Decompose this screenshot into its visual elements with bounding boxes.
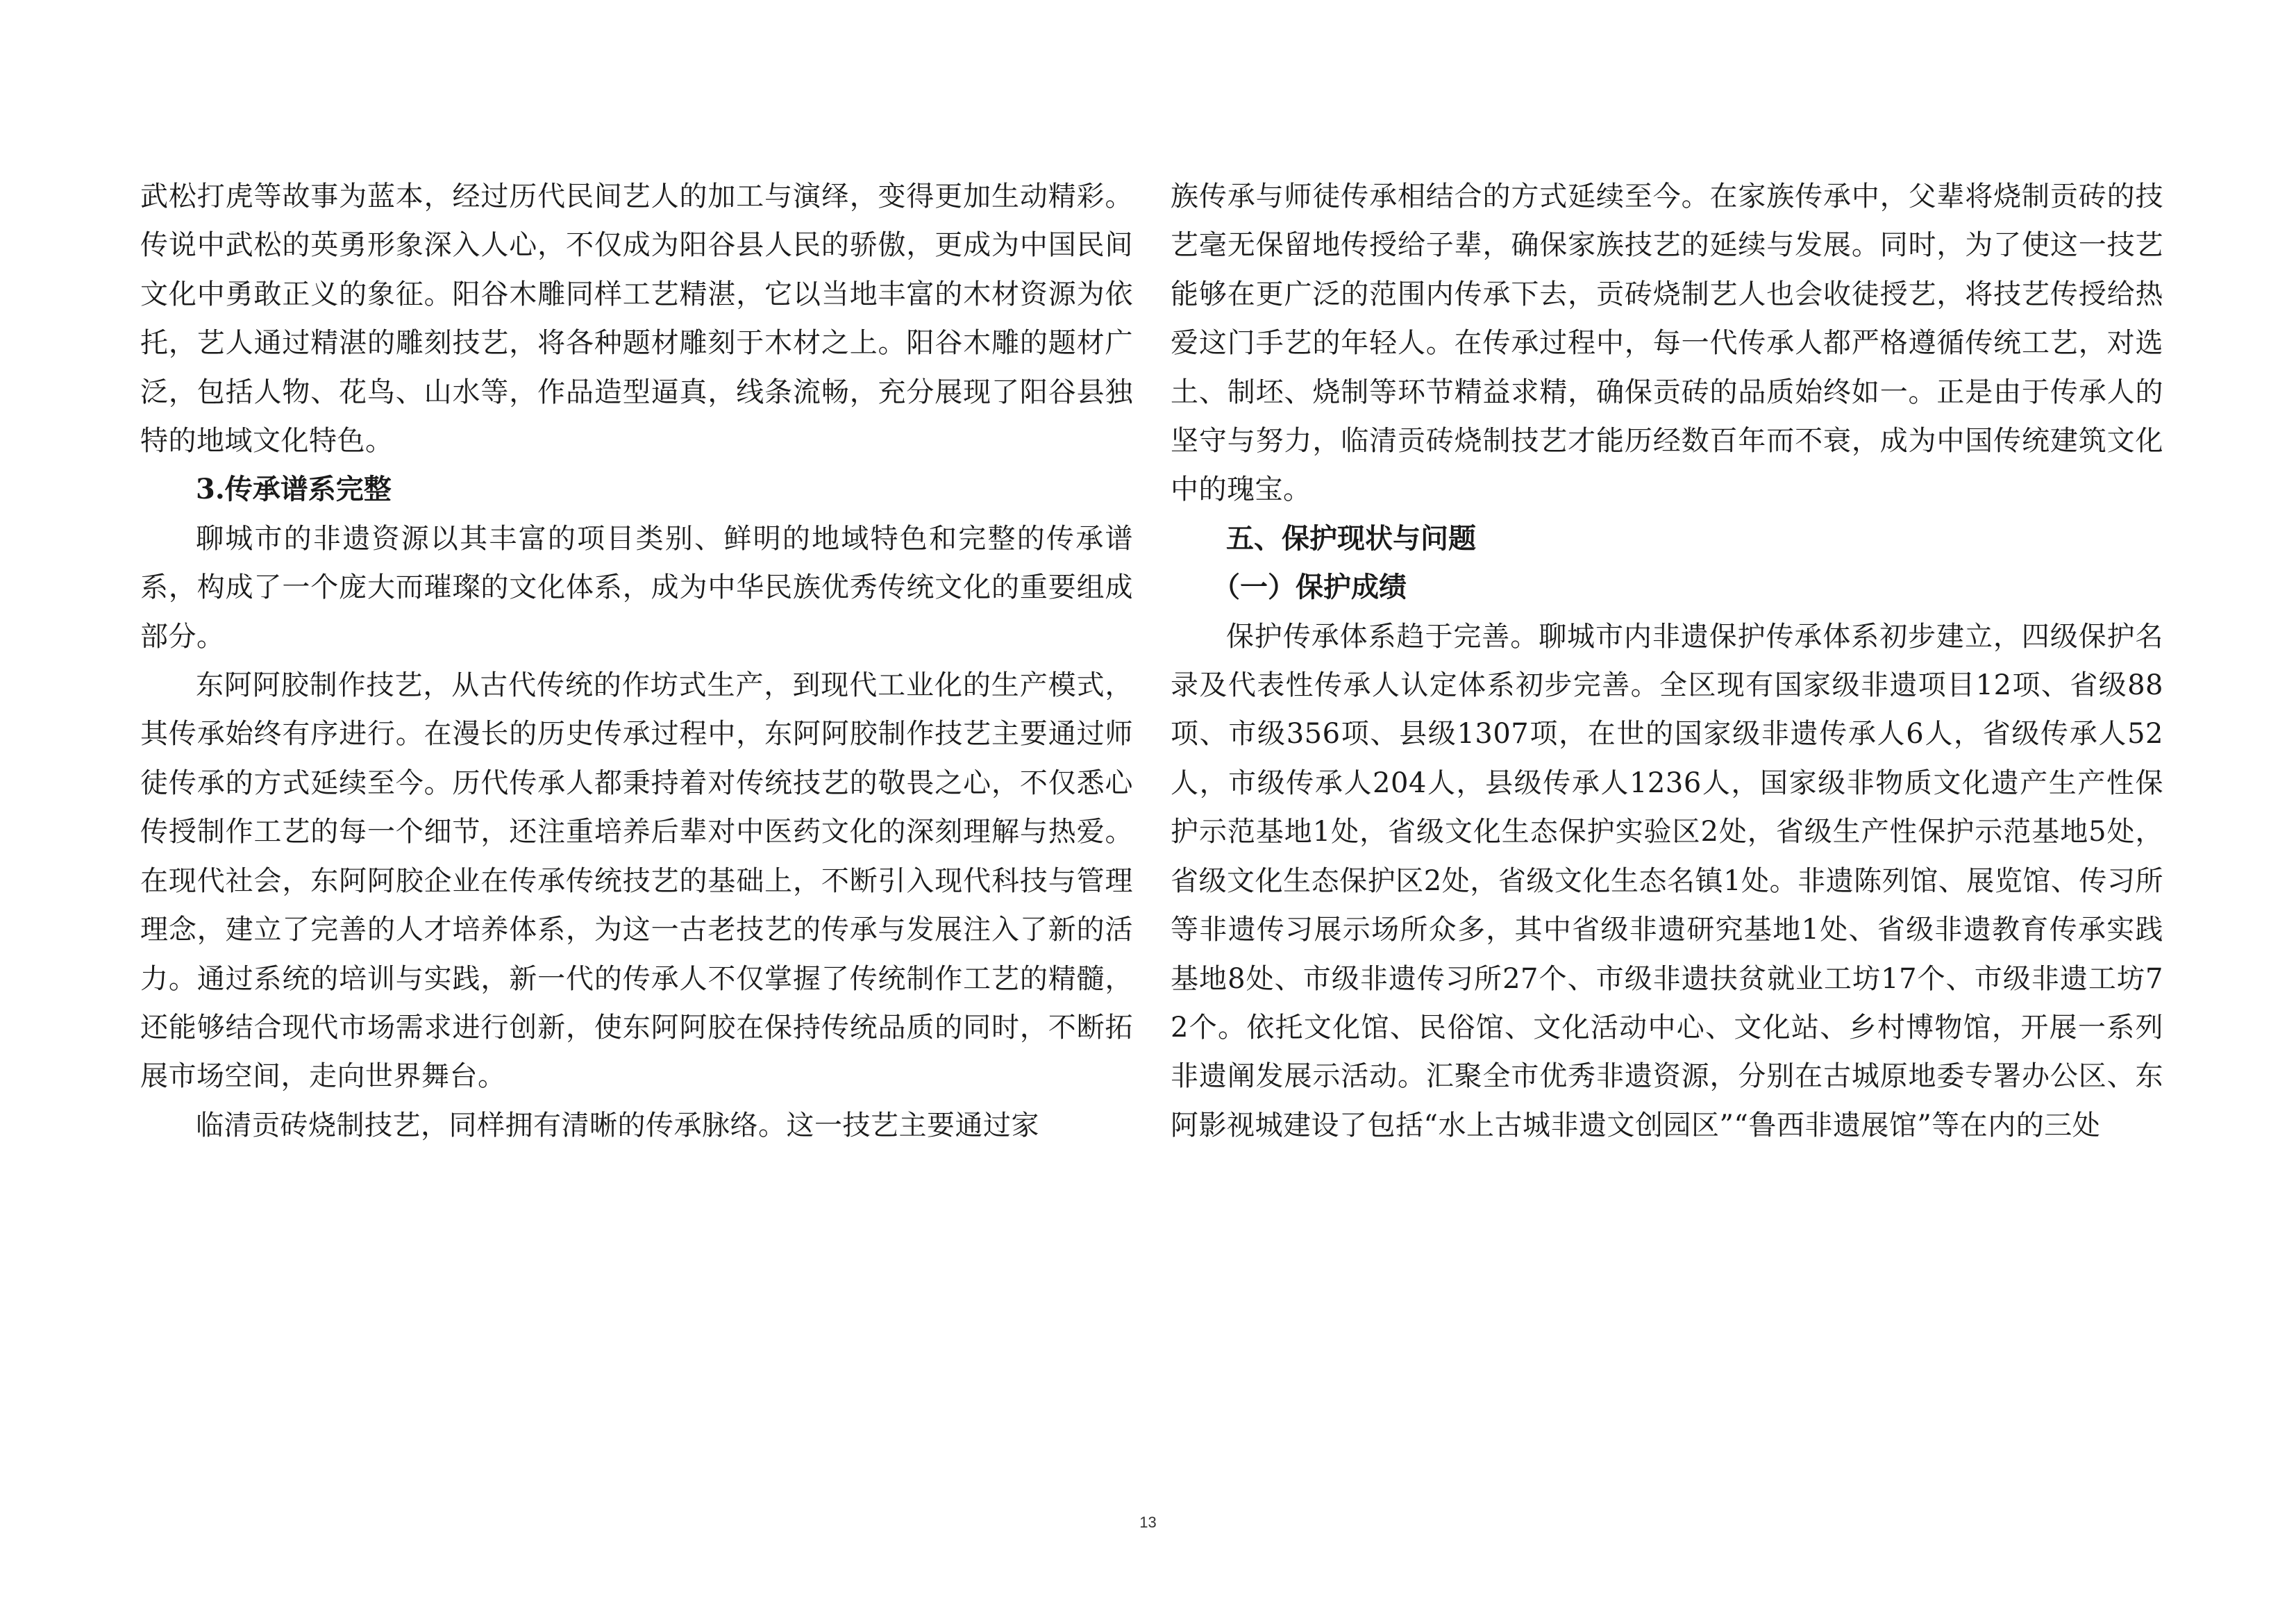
chapter-heading: 五、保护现状与问题 [1226,521,1476,555]
paragraph: 保护传承体系趋于完善。聊城市内非遗保护传承体系初步建立，四级保护名录及代表性传承人认定体系初步完善。全区现有国家级非遗项目12项、省级88项、市级356项、县级1307项，在世的国家级非遗传承人6人，省级传承人52人，市级传承人204人，县级传承人1236人，国家级非物质文化遗产生产性保护示范基地1处，省级文化生态保护实验区2处，省级生产性保护示范基地5处，省级文化生态保护区2处，省级文化生态名镇1处。非遗陈列馆、展览馆、传习所等非遗传习展示场所众多，其中省级非遗研究基地1处、省级非遗教育传承实践基地8处、市级非遗传习所27个、市级非遗扶贫就业工坊17个、市级非遗工坊72个。依托文化馆、民俗馆、文化活动中心、文化站、乡村博物馆，开展一系列非遗阐发展示活动。汇聚全市优秀非遗资源，分别在古城原地委专署办公区、东阿影视城建设了包括“水上古城非遗文创园区”“鲁西非遗展馆”等在内的三处 [1171,620,2163,1141]
left-column [140,172,1133,1150]
paragraph: 族传承与师徒传承相结合的方式延续至今。在家族传承中，父辈将烧制贡砖的技艺毫无保留地传授给子辈，确保家族技艺的延续与发展。同时，为了使这一技艺能够在更广泛的范围内传承下去，贡砖烧制艺人也会收徒授艺，将技艺传授给热爱这门手艺的年轻人。在传承过程中，每一代传承人都严格遵循传统工艺，对选土、制坯、烧制等环节精益求精，确保贡砖的品质始终如一。正是由于传承人的坚守与努力，临清贡砖烧制技艺才能历经数百年而不衰，成为中国传统建筑文化中的瑰宝。 [1171,181,2163,506]
paragraph: 临清贡砖烧制技艺，同样拥有清晰的传承脉络。这一技艺主要通过家 [196,1109,1039,1141]
paragraph: 聊城市的非遗资源以其丰富的项目类别、鲜明的地域特色和完整的传承谱系，构成了一个庞大而璀璨的文化体系，成为中华民族优秀传统文化的重要组成部分。 [140,522,1133,653]
right-column [1171,172,2163,1150]
page-number: 13 [1139,1514,1157,1531]
paragraph: 武松打虎等故事为蓝本，经过历代民间艺人的加工与演绎，变得更加生动精彩。传说中武松的英勇形象深入人心，不仅成为阳谷县人民的骄傲，更成为中国民间文化中勇敢正义的象征。阳谷木雕同样工艺精湛，它以当地丰富的木材资源为依托，艺人通过精湛的雕刻技艺，将各种题材雕刻于木材之上。阳谷木雕的题材广泛，包括人物、花鸟、山水等，作品造型逼真，线条流畅，充分展现了阳谷县独特的地域文化特色。 [140,181,1133,458]
section-heading: 3.传承谱系完整 [196,473,392,506]
subsection-heading: （一）保护成绩 [1212,571,1407,604]
paragraph: 东阿阿胶制作技艺，从古代传统的作坊式生产，到现代工业化的生产模式，其传承始终有序进行。在漫长的历史传承过程中，东阿阿胶制作技艺主要通过师徒传承的方式延续至今。历代传承人都秉持着对传统技艺的敬畏之心，不仅悉心传授制作工艺的每一个细节，还注重培养后辈对中医药文化的深刻理解与热爱。在现代社会，东阿阿胶企业在传承传统技艺的基础上，不断引入现代科技与管理理念，建立了完善的人才培养体系，为这一古老技艺的传承与发展注入了新的活力。通过系统的培训与实践，新一代的传承人不仅掌握了传统制作工艺的精髓，还能够结合现代市场需求进行创新，使东阿阿胶在保持传统品质的同时，不断拓展市场空间，走向世界舞台。 [140,669,1133,1093]
